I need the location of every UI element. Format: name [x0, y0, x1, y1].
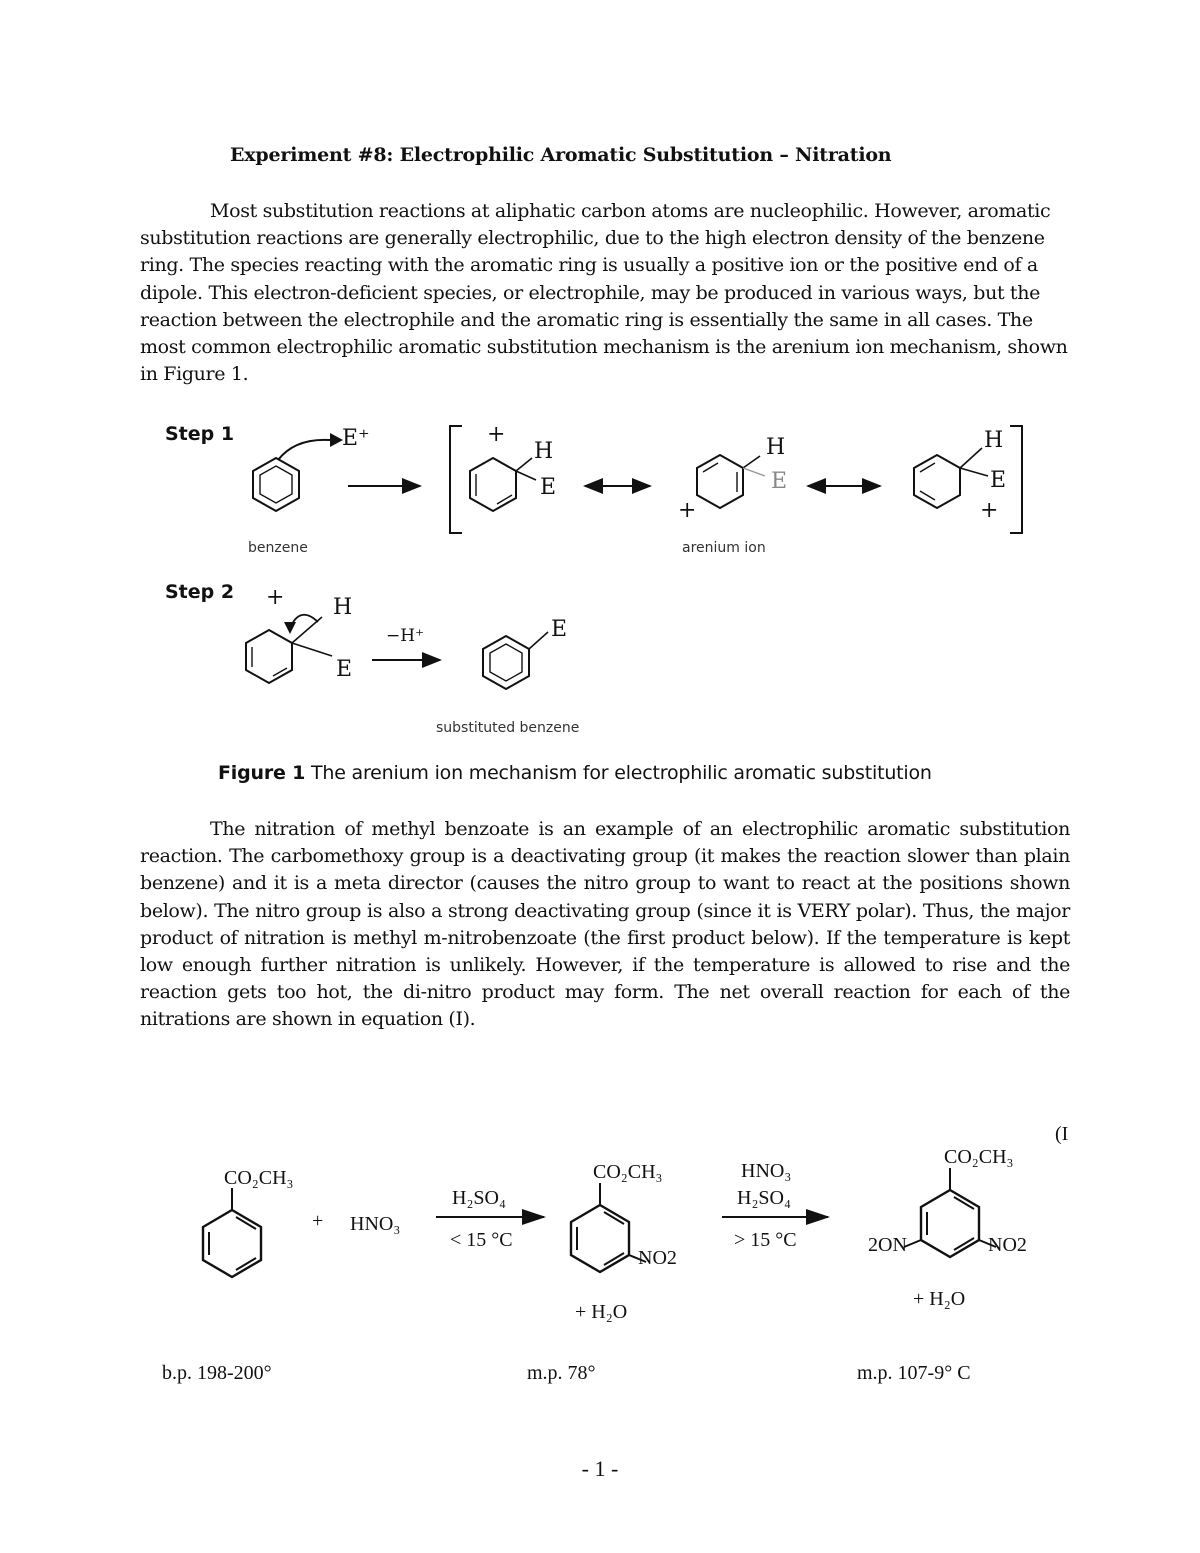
figure-caption-label: Figure 1 — [218, 762, 306, 784]
curved-arrow-icon — [278, 440, 330, 460]
melting-point-product-2: m.p. 107-9° C — [857, 1362, 971, 1384]
ester-group-2: CO₂CH₃ — [593, 1161, 663, 1183]
reagent-plus: + — [312, 1210, 324, 1232]
nitro-group-left: 2ON — [868, 1234, 907, 1256]
intro-paragraph — [140, 198, 1070, 388]
nitro-group-1: NO2 — [638, 1247, 677, 1269]
left-bracket — [450, 426, 462, 533]
reagent-hno3: HNO₃ — [350, 1213, 401, 1235]
atom-h-1: H — [534, 439, 554, 464]
condition-1-top: H₂SO₄ — [452, 1187, 506, 1209]
figure-caption-text: The arenium ion mechanism for electrophilic aromatic substitution — [305, 762, 932, 784]
atom-e-1: E — [540, 475, 557, 500]
document-title: Experiment #8: Electrophilic Aromatic Substitution – Nitration — [230, 144, 892, 166]
arenium-structure-2 — [697, 455, 765, 508]
atom-h-3: H — [984, 428, 1004, 453]
atom-e-product: E — [551, 617, 568, 642]
boiling-point-start: b.p. 198-200° — [162, 1362, 272, 1384]
ester-group-1: CO₂CH₃ — [224, 1167, 294, 1189]
benzene-structure — [253, 458, 299, 511]
water-product-2: + H₂O — [913, 1288, 966, 1310]
plus-charge-3: + — [980, 498, 999, 523]
figure-caption — [218, 762, 932, 784]
condition-2-bottom: > 15 °C — [734, 1229, 797, 1251]
benzene-caption: benzene — [248, 540, 308, 556]
dinitro-product-structure — [904, 1168, 996, 1257]
plus-charge-1: + — [487, 422, 506, 447]
nitration-paragraph — [140, 816, 1070, 1034]
electrophile-label: E⁺ — [342, 426, 370, 451]
minus-h-label: −H⁺ — [386, 626, 425, 646]
atom-e-step2: E — [336, 657, 353, 682]
atom-h-step2: H — [333, 595, 353, 620]
melting-point-product-1: m.p. 78° — [527, 1362, 596, 1384]
arenium-step2-structure — [246, 615, 332, 683]
arenium-caption: arenium ion — [682, 540, 766, 556]
nitro-group-right: NO2 — [988, 1234, 1027, 1256]
step-1-label: Step 1 — [165, 423, 235, 445]
substituted-benzene-structure — [483, 632, 548, 689]
equation-label: (I — [1055, 1123, 1069, 1145]
step-2-label: Step 2 — [165, 581, 235, 603]
plus-charge-step2: + — [266, 585, 285, 610]
water-product-1: + H₂O — [575, 1301, 628, 1323]
equation-i — [130, 1110, 1090, 1400]
condition-1-bottom: < 15 °C — [450, 1229, 513, 1251]
atom-e-3: E — [990, 468, 1007, 493]
condition-2-top-2: H₂SO₄ — [737, 1187, 791, 1209]
figure-1-mechanism — [150, 405, 1050, 750]
plus-charge-2: + — [678, 498, 697, 523]
atom-e-2: E — [771, 469, 788, 494]
page-number: - 1 - — [581, 1456, 619, 1481]
arenium-structure-1 — [470, 458, 536, 511]
nitration-paragraph-text: The nitration of methyl benzoate is an example of an electrophilic aromatic substitution reaction. The carbomethoxy group is a deactivating group (it makes the reaction slower than plain benzene) and it is a meta director (causes the nitro group to want to react at the positions shown below). The nitro group is also a strong deactivating group (since it is VERY polar). Thus, the major product of nitration is methyl m-nitrobenzoate (the first product below). If the temperature is kept low enough further nitration is unlikely. However, if the temperature is allowed to rise and the reaction gets too hot, the di-nitro product may form. The net overall reaction for each of the nitrations are shown in equation (I). — [140, 818, 1070, 1031]
mono-nitro-product-structure — [571, 1183, 646, 1272]
atom-h-2: H — [766, 435, 786, 460]
methyl-benzoate-structure — [203, 1188, 261, 1277]
arenium-structure-3 — [914, 448, 988, 508]
substituted-benzene-caption: substituted benzene — [436, 720, 580, 736]
condition-2-top-1: HNO₃ — [741, 1160, 792, 1182]
intro-paragraph-text: Most substitution reactions at aliphatic carbon atoms are nucleophilic. However, aromatic substitution reactions are generally electrophilic, due to the high electron density of the benzene ring. The species reacting with the aromatic ring is usually a positive ion or the positive end of a dipole. This electron-deficient species, or electrophile, may be produced in various ways, but the reaction between the electrophile and the aromatic ring is essentially the same in all cases. The most common electrophilic aromatic substitution mechanism is the arenium ion mechanism, shown in Figure 1. — [140, 200, 1068, 386]
ester-group-3: CO₂CH₃ — [944, 1146, 1014, 1168]
right-bracket — [1010, 426, 1022, 533]
